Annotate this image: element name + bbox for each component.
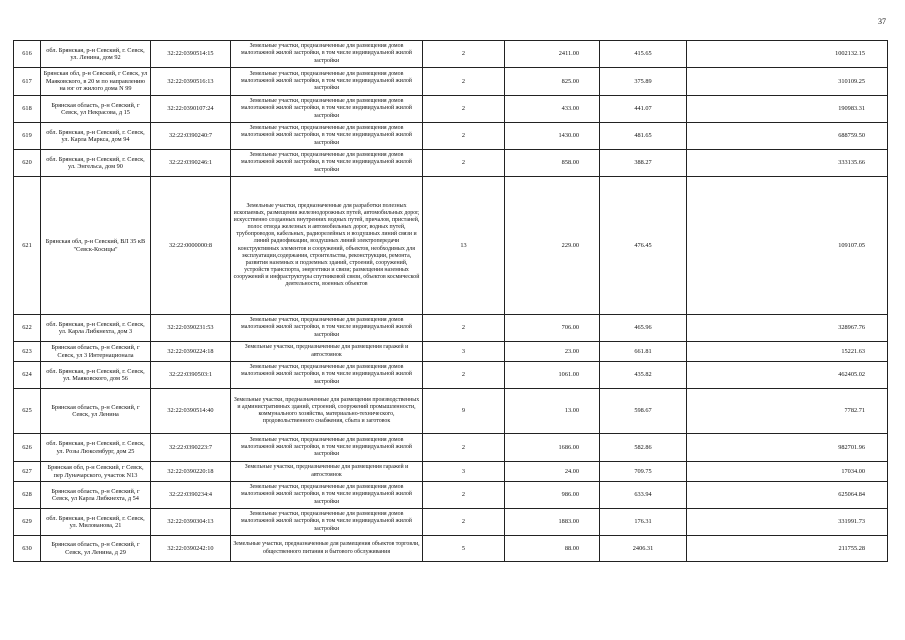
- row-number-cell: 629: [14, 509, 41, 536]
- table-row: [14, 509, 888, 536]
- group-number-cell: 2: [423, 434, 505, 462]
- group-number-cell: 2: [423, 482, 505, 509]
- land-use-cell: Земельные участки, предназначенные для размещения домов малоэтажной жилой застройки, в том числе индивидуальной жилой застройки: [231, 482, 423, 509]
- area-cell: 88.00: [505, 536, 600, 562]
- row-number-cell: 617: [14, 68, 41, 96]
- specific-value-cell: 465.96: [600, 315, 687, 342]
- table-row: [14, 41, 888, 68]
- cadastral-number-cell: 32:22:0390223:7: [151, 434, 231, 462]
- cadastral-value-cell: 1002132.15: [687, 41, 888, 68]
- row-number-cell: 623: [14, 342, 41, 362]
- row-number-cell: 626: [14, 434, 41, 462]
- land-registry-table: [13, 40, 888, 562]
- address-cell: обл. Брянская, р-н Севский, г. Севск, ул. Ленина, дом 92: [41, 41, 151, 68]
- cadastral-value-cell: 211755.28: [687, 536, 888, 562]
- land-use-cell: Земельные участки, предназначенные для размещения домов малоэтажной жилой застройки, в том числе индивидуальной жилой застройки: [231, 509, 423, 536]
- table-row: [14, 362, 888, 389]
- row-number-cell: 616: [14, 41, 41, 68]
- table-row: [14, 536, 888, 562]
- specific-value-cell: 2406.31: [600, 536, 687, 562]
- cadastral-number-cell: 32:22:0390503:1: [151, 362, 231, 389]
- area-cell: 1686.00: [505, 434, 600, 462]
- cadastral-value-cell: 17034.00: [687, 462, 888, 482]
- group-number-cell: 3: [423, 462, 505, 482]
- land-use-cell: Земельные участки, предназначенные для разработки полезных ископаемых, размещения железнодорожных путей, автомобильных дорог, искусственно созданных внутренних водных путей, причалов, пристаней, полос отвода железных и автомобильных дорог, водных путей, трубопроводов, кабельных, радиорелейных и воздушных линий связи и линий радиофикации, воздушных линий электропередачи конструктивных элементов и сооружений, объектов, необходимых для эксплуатации,содержания, строительства, реконструкции, ремонта, развития наземных и подземных зданий, строений, сооружений, устройств транспорта, энергетики и связи; размещения наземных сооружений и инфраструктуры спутниковой связи, объектов космической деятельности, военных объектов: [231, 177, 423, 315]
- area-cell: 706.00: [505, 315, 600, 342]
- table-row: [14, 177, 888, 315]
- address-cell: Брянская область, р-н Севский, г Севск, ул Некрасова, д 15: [41, 96, 151, 123]
- area-cell: 858.00: [505, 150, 600, 177]
- table-row: [14, 123, 888, 150]
- cadastral-value-cell: 331991.73: [687, 509, 888, 536]
- group-number-cell: 2: [423, 315, 505, 342]
- row-number-cell: 625: [14, 389, 41, 434]
- cadastral-value-cell: 328967.76: [687, 315, 888, 342]
- row-number-cell: 624: [14, 362, 41, 389]
- area-cell: 433.00: [505, 96, 600, 123]
- cadastral-value-cell: 109107.05: [687, 177, 888, 315]
- specific-value-cell: 388.27: [600, 150, 687, 177]
- specific-value-cell: 415.65: [600, 41, 687, 68]
- area-cell: 23.00: [505, 342, 600, 362]
- table-row: [14, 482, 888, 509]
- address-cell: Брянская область, р-н Севский, г Севск, ул 3 Интернационала: [41, 342, 151, 362]
- specific-value-cell: 176.31: [600, 509, 687, 536]
- group-number-cell: 2: [423, 509, 505, 536]
- row-number-cell: 619: [14, 123, 41, 150]
- area-cell: 229.00: [505, 177, 600, 315]
- land-use-cell: Земельные участки, предназначенные для размещения объектов торговли, общественного питания и бытового обслуживания: [231, 536, 423, 562]
- specific-value-cell: 481.65: [600, 123, 687, 150]
- cadastral-number-cell: 32:22:0390514:15: [151, 41, 231, 68]
- address-cell: Брянская обл, р-н Севский, г Севск, пер Луначарского, участок N13: [41, 462, 151, 482]
- cadastral-value-cell: 462405.02: [687, 362, 888, 389]
- area-cell: 13.00: [505, 389, 600, 434]
- cadastral-value-cell: 7782.71: [687, 389, 888, 434]
- table-row: [14, 342, 888, 362]
- group-number-cell: 2: [423, 150, 505, 177]
- land-use-cell: Земельные участки, предназначенные для размещения домов малоэтажной жилой застройки, в том числе индивидуальной жилой застройки: [231, 96, 423, 123]
- row-number-cell: 628: [14, 482, 41, 509]
- land-use-cell: Земельные участки, предназначенные для размещения гаражей и автостоянок: [231, 342, 423, 362]
- area-cell: 2411.00: [505, 41, 600, 68]
- address-cell: обл. Брянская, р-н Севский, г. Севск, ул. Энгельса, дом 90: [41, 150, 151, 177]
- land-use-cell: Земельные участки, предназначенные для размещения домов малоэтажной жилой застройки, в том числе индивидуальной жилой застройки: [231, 434, 423, 462]
- area-cell: 825.00: [505, 68, 600, 96]
- cadastral-value-cell: 625064.84: [687, 482, 888, 509]
- address-cell: обл. Брянская, р-н Севский, г. Севск, ул. Карла Либкнехта, дом 3: [41, 315, 151, 342]
- cadastral-value-cell: 333135.66: [687, 150, 888, 177]
- land-use-cell: Земельные участки, предназначенные для размещения домов малоэтажной жилой застройки, в том числе индивидуальной жилой застройки: [231, 150, 423, 177]
- row-number-cell: 618: [14, 96, 41, 123]
- cadastral-number-cell: 32:22:0390242:10: [151, 536, 231, 562]
- area-cell: 986.00: [505, 482, 600, 509]
- cadastral-number-cell: 32:22:0390516:13: [151, 68, 231, 96]
- address-cell: обл. Брянская, р-н Севский, г. Севск, ул. Маяковского, дом 56: [41, 362, 151, 389]
- group-number-cell: 9: [423, 389, 505, 434]
- address-cell: Брянская обл, р-н Севский, ВЛ 35 кВ "Севск-Косицы": [41, 177, 151, 315]
- cadastral-value-cell: 190983.31: [687, 96, 888, 123]
- group-number-cell: 2: [423, 41, 505, 68]
- cadastral-number-cell: 32:22:0390246:1: [151, 150, 231, 177]
- group-number-cell: 13: [423, 177, 505, 315]
- specific-value-cell: 435.82: [600, 362, 687, 389]
- area-cell: 24.00: [505, 462, 600, 482]
- cadastral-number-cell: 32:22:0390514:40: [151, 389, 231, 434]
- address-cell: Брянская область, р-н Севский, г Севск, ул Ленина, д 29: [41, 536, 151, 562]
- row-number-cell: 621: [14, 177, 41, 315]
- table-row: [14, 68, 888, 96]
- land-use-cell: Земельные участки, предназначенные для размещения гаражей и автостоянок: [231, 462, 423, 482]
- address-cell: обл. Брянская, р-н Севский, г. Севск, ул. Карла Маркса, дом 94: [41, 123, 151, 150]
- cadastral-number-cell: 32:22:0390231:53: [151, 315, 231, 342]
- group-number-cell: 2: [423, 68, 505, 96]
- cadastral-number-cell: 32:22:0390240:7: [151, 123, 231, 150]
- area-cell: 1061.00: [505, 362, 600, 389]
- cadastral-number-cell: 32:22:0390304:13: [151, 509, 231, 536]
- row-number-cell: 630: [14, 536, 41, 562]
- group-number-cell: 2: [423, 96, 505, 123]
- table-row: [14, 389, 888, 434]
- specific-value-cell: 476.45: [600, 177, 687, 315]
- specific-value-cell: 375.89: [600, 68, 687, 96]
- table-row: [14, 434, 888, 462]
- specific-value-cell: 441.07: [600, 96, 687, 123]
- cadastral-value-cell: 310109.25: [687, 68, 888, 96]
- cadastral-value-cell: 982701.96: [687, 434, 888, 462]
- specific-value-cell: 598.67: [600, 389, 687, 434]
- specific-value-cell: 633.94: [600, 482, 687, 509]
- address-cell: Брянская область, р-н Севский, г Севск, ул Ленина: [41, 389, 151, 434]
- group-number-cell: 3: [423, 342, 505, 362]
- cadastral-number-cell: 32:22:0000000:8: [151, 177, 231, 315]
- address-cell: Брянская область, р-н Севский, г Севск, ул Карла Либкнехта, д 54: [41, 482, 151, 509]
- cadastral-number-cell: 32:22:0390220:18: [151, 462, 231, 482]
- cadastral-value-cell: 688759.50: [687, 123, 888, 150]
- land-use-cell: Земельные участки, предназначенные для размещения домов малоэтажной жилой застройки, в том числе индивидуальной жилой застройки: [231, 41, 423, 68]
- row-number-cell: 622: [14, 315, 41, 342]
- address-cell: Брянская обл, р-н Севский, г Севск, ул Маяковского, в 20 м по направлению на юг от жилого дома N 99: [41, 68, 151, 96]
- area-cell: 1883.00: [505, 509, 600, 536]
- land-use-cell: Земельные участки, предназначенные для размещения домов малоэтажной жилой застройки, в том числе индивидуальной жилой застройки: [231, 362, 423, 389]
- page-number: 37: [878, 17, 886, 26]
- cadastral-number-cell: 32:22:0390107:24: [151, 96, 231, 123]
- table-row: [14, 150, 888, 177]
- row-number-cell: 627: [14, 462, 41, 482]
- land-use-cell: Земельные участки, предназначенные для размещения домов малоэтажной жилой застройки, в том числе индивидуальной жилой застройки: [231, 68, 423, 96]
- land-use-cell: Земельные участки, предназначенные для размещения производственных и административных зданий, строений, сооружений промышленности, коммунального хозяйства, материально-технического, продовольственного снабжения, сбыта и заготовок: [231, 389, 423, 434]
- cadastral-number-cell: 32:22:0390234:4: [151, 482, 231, 509]
- table-row: [14, 315, 888, 342]
- address-cell: обл. Брянская, р-н Севский, г. Севск, ул. Розы Люксембург, дом 25: [41, 434, 151, 462]
- group-number-cell: 2: [423, 123, 505, 150]
- land-use-cell: Земельные участки, предназначенные для размещения домов малоэтажной жилой застройки, в том числе индивидуальной жилой застройки: [231, 315, 423, 342]
- cadastral-value-cell: 15221.63: [687, 342, 888, 362]
- table-row: [14, 462, 888, 482]
- cadastral-number-cell: 32:22:0390224:18: [151, 342, 231, 362]
- specific-value-cell: 709.75: [600, 462, 687, 482]
- land-use-cell: Земельные участки, предназначенные для размещения домов малоэтажной жилой застройки, в том числе индивидуальной жилой застройки: [231, 123, 423, 150]
- group-number-cell: 5: [423, 536, 505, 562]
- specific-value-cell: 582.86: [600, 434, 687, 462]
- area-cell: 1430.00: [505, 123, 600, 150]
- row-number-cell: 620: [14, 150, 41, 177]
- group-number-cell: 2: [423, 362, 505, 389]
- specific-value-cell: 661.81: [600, 342, 687, 362]
- address-cell: обл. Брянская, р-н Севский, г. Севск, ул. Милованова, 21: [41, 509, 151, 536]
- table-row: [14, 96, 888, 123]
